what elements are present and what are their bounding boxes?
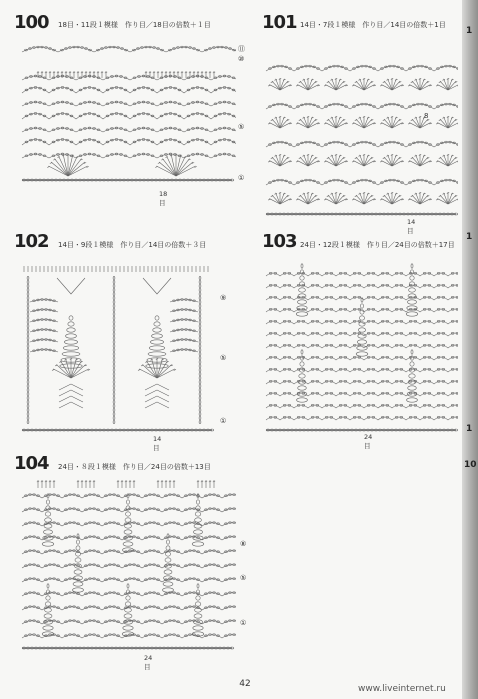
row-label: ⑤ bbox=[238, 123, 245, 131]
pattern-caption: 18目・11段１模様 作り目／18目の倍数＋１目 bbox=[58, 21, 211, 29]
repeat-label: 14目 bbox=[407, 218, 416, 235]
row-label: ⑨ bbox=[220, 294, 227, 302]
spine-mark: 1 bbox=[466, 26, 473, 36]
row-label: ① bbox=[240, 619, 247, 627]
pattern-number: 100 bbox=[14, 12, 49, 33]
crochet-chart-101 bbox=[262, 38, 458, 220]
pattern-number: 103 bbox=[262, 231, 297, 252]
row-label: ① bbox=[238, 174, 245, 182]
row-label: ⑪ bbox=[238, 45, 245, 53]
repeat-label: 18目 bbox=[159, 190, 168, 207]
watermark: www.liveinternet.ru bbox=[358, 684, 446, 694]
page-number: 42 bbox=[239, 679, 251, 689]
row-label: 8 bbox=[424, 112, 429, 120]
row-label: ⑩ bbox=[238, 55, 245, 63]
repeat-label: 24目 bbox=[364, 433, 373, 450]
spine-mark: 1 bbox=[466, 232, 473, 242]
book-spine bbox=[462, 0, 478, 699]
pattern-caption: 14目・7段１模様 作り目／14目の倍数＋1目 bbox=[300, 21, 446, 29]
pattern-number: 102 bbox=[14, 231, 49, 252]
row-label: ⑧ bbox=[240, 540, 247, 548]
pattern-caption: 24目・12段１模様 作り目／24目の倍数＋17目 bbox=[300, 241, 455, 249]
row-label: ⑤ bbox=[220, 354, 227, 362]
row-label: ① bbox=[220, 417, 227, 425]
repeat-label: 24目 bbox=[144, 654, 153, 671]
repeat-label: 14目 bbox=[153, 435, 162, 452]
pattern-number: 101 bbox=[262, 12, 297, 33]
crochet-chart-100 bbox=[18, 38, 236, 188]
spine-mark: 1 bbox=[466, 424, 473, 434]
row-label: ⑤ bbox=[240, 574, 247, 582]
pattern-caption: 14目・9段１模様 作り目／14目の倍数＋３目 bbox=[58, 241, 207, 249]
pattern-number: 104 bbox=[14, 453, 49, 474]
pattern-caption: 24目・８段１模様 作り目／24目の倍数＋13目 bbox=[58, 463, 211, 471]
crochet-chart-102 bbox=[18, 258, 214, 436]
spine-mark: 10 bbox=[464, 460, 477, 470]
crochet-chart-103 bbox=[262, 256, 458, 436]
crochet-chart-104 bbox=[18, 476, 236, 658]
